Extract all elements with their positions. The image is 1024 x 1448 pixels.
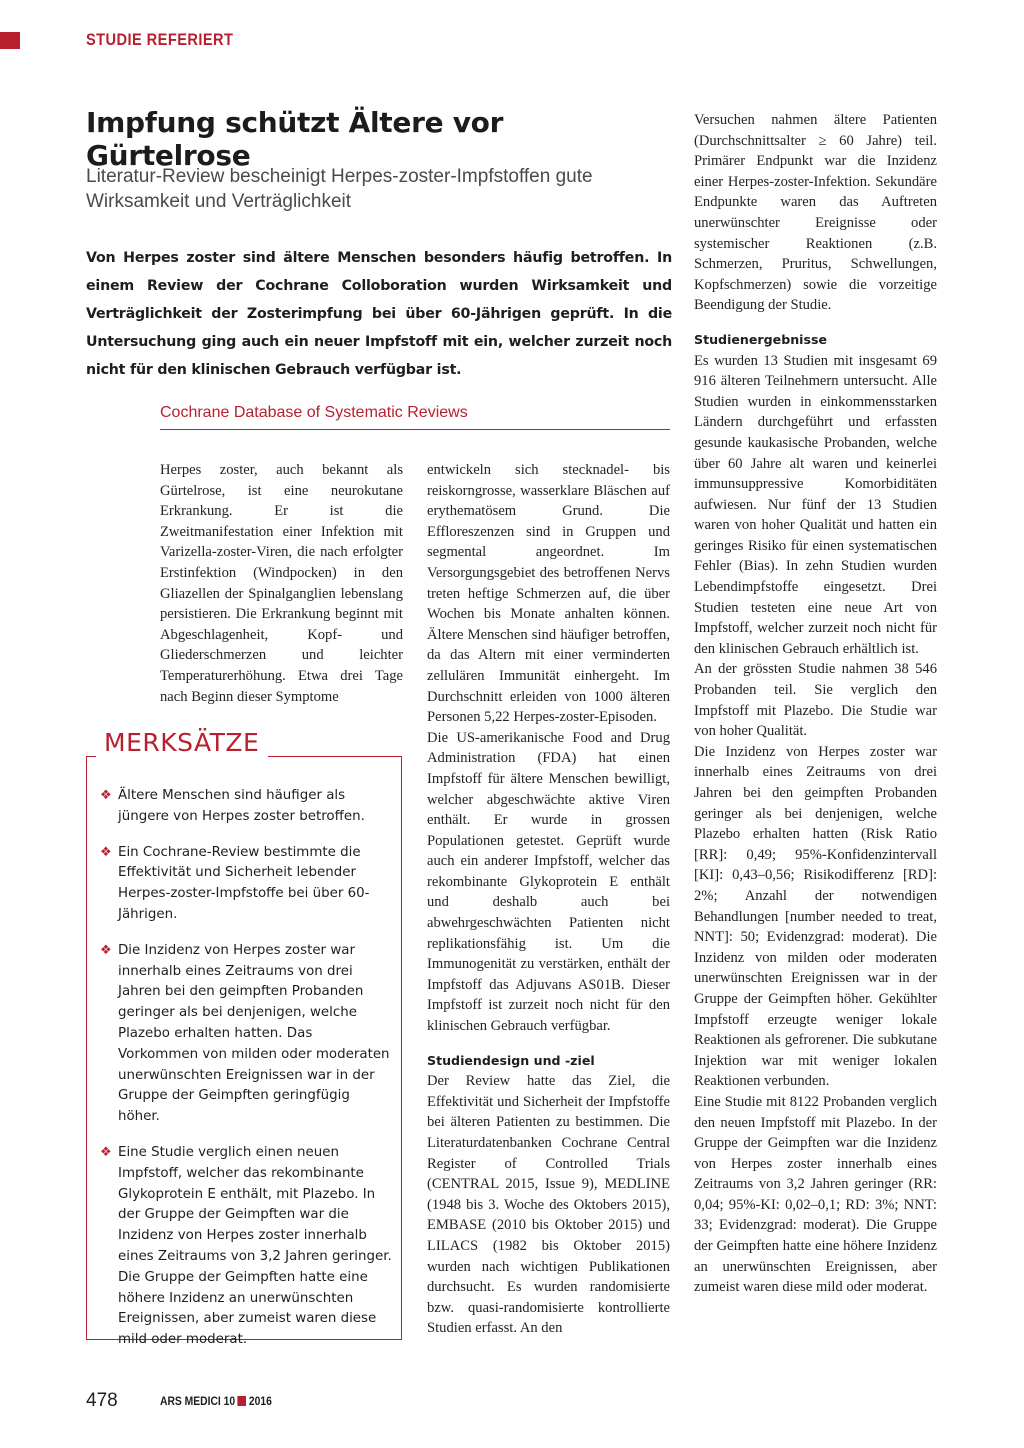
- merksatz-text: Ein Cochrane-Review bestimmte die Effektivität und Sicherheit lebender Herpes-zoster-Impfstoffe bei über 60-Jährigen.: [118, 844, 370, 922]
- diamond-bullet-icon: ❖: [100, 1144, 112, 1160]
- article-lead: Von Herpes zoster sind ältere Menschen besonders häufig betroffen. In einem Review der Cochrane Colloboration wurden Wirksamkeit und Verträglichkeit der Zosterimpfung bei über 60-Jährigen geprüft. In die Untersuchung ging auch ein neuer Impfstoff mit ein, welcher zurzeit noch nicht für den klinischen Gebrauch verfügbar ist.: [86, 250, 672, 378]
- merksatz-text: Eine Studie verglich einen neuen Impfstoff, welcher das rekombinante Glykoprotein E enthält, mit Plazebo. In der Gruppe der Geimpften war die Inzidenz von Herpes zoster innerhalb eines Zeitraums von 3,2 Jahren geringer. Die Gruppe der Geimpften hatte eine höhere Inzidenz an unerwünschten Ereignissen, aber zumeist waren diese mild oder moderat.: [118, 1144, 392, 1348]
- merksatz-item: [100, 941, 392, 1128]
- results-paragraph-3: Die Inzidenz von Herpes zoster war innerhalb eines Zeitraums von drei Jahren bei den geimpften Probanden geringer als bei denjenigen, welche Plazebo erhalten hatten (Risk Ratio [RR]: 0,49; 95%-Konfidenzintervall [KI]: 0,43–0,56; Risikodifferenz [RD]: 2%; Anzahl der notwendigen Behandlungen [number needed to treat, NNT]: 50; Evidenzgrad: moderat). Die Inzidenz von milden oder moderaten unerwünschten Ereignissen war in der Gruppe der Geimpften höher. Gekühlter Impfstoff erzeugte weniger lokale Reaktionen als gefrorener. Die subkutane Injektion war mit weniger lokalen Reaktionen verbunden.: [694, 743, 937, 1090]
- body-column-3: [694, 110, 937, 1298]
- endpoints-paragraph: Versuchen nahmen ältere Patienten (Durchschnittsalter ≥ 60 Jahre) teil. Primärer Endpunkt war die Inzidenz einer Herpes-zoster-Infektion. Sekundäre Endpunkte waren das Auftreten unerwünschter Ereignisse oder systemischer Reaktionen (z.B. Schmerzen, Pruritus, Schwellungen, Kopfschmerzen) sowie die vorzeitige Beendigung der Studie.: [694, 112, 937, 314]
- design-paragraph: Der Review hatte das Ziel, die Effektivität und Sicherheit der Impfstoffe bei älteren Patienten zu bestimmen. Die Literaturdatenbanken Cochrane Central Register of Controlled Trials (CENTRAL 2015, Issue 9), MEDLINE (1948 bis 3. Woche des Oktobers 2015), EMBASE (2010 bis Oktober 2015) und LILACS (1982 bis Oktober 2015) wurden nach wichtigen Publikationen durchsucht. Es wurden randomisierte bzw. quasi-randomisierte kontrollierte Studien erfasst. An den: [427, 1073, 670, 1337]
- diamond-bullet-icon: ❖: [100, 788, 112, 803]
- article-subtitle: Literatur-Review bescheinigt Herpes-zoster-Impfstoffen gute Wirksamkeit und Verträglichkeit: [86, 166, 593, 212]
- page-number: 478: [86, 1390, 118, 1411]
- journal-footer: [160, 1394, 272, 1408]
- journal-year: 2016: [248, 1394, 272, 1408]
- results-paragraph-2: An der grössten Studie nahmen 38 546 Probanden teil. Sie verglich den Impfstoff mit Plazebo. Die Studie war von hoher Qualität.: [694, 661, 937, 740]
- results-heading: Studienergebnisse: [694, 331, 828, 347]
- source-reference: Cochrane Database of Systematic Reviews: [160, 404, 670, 430]
- merksatz-item: [100, 786, 392, 828]
- merksaetze-box-top-border-left: [86, 756, 96, 757]
- design-heading: Studiendesign und -ziel: [427, 1052, 595, 1068]
- merksaetze-box-top-border-right: [268, 756, 402, 757]
- merksatz-text: Ältere Menschen sind häufiger als jüngere von Herpes zoster betroffen.: [118, 788, 365, 824]
- section-label: STUDIE REFERIERT: [86, 30, 234, 49]
- section-marker-square: [0, 32, 20, 49]
- symptoms-paragraph: entwickeln sich stecknadel- bis reiskorngrosse, wasserklare Bläschen auf erythematösem Grund. Die Effloreszenzen sind in Gruppen und segmental angeordnet. Im Versorgungsgebiet des betroffenen Nervs treten heftige Schmerzen auf, die über Wochen bis Monate anhalten können. Ältere Menschen sind häufiger betroffen, da das Altern mit einer verminderten zellulären Immunität einhergeht. Im Durchschnitt erleiden von 1000 älteren Personen 5,22 Herpes-zoster-Episoden.: [427, 462, 670, 726]
- intro-paragraph: Herpes zoster, auch bekannt als Gürtelrose, ist eine neurokutane Erkrankung. Er ist die Zweitmanifestation einer Infektion mit Varizella-zoster-Viren, die nach erfolgter Erstinfektion (Windpocken) in den Gliazellen der Spinalganglien lebenslang persistieren. Die Erkrankung beginnt mit Abgeschlagenheit, Kopf- und Gliederschmerzen und leichter Temperaturerhöhung. Etwa drei Tage nach Beginn dieser Symptome: [160, 462, 403, 705]
- merksaetze-title: MERKSÄTZE: [104, 728, 260, 757]
- vaccine-paragraph: Die US-amerikanische Food and Drug Administration (FDA) hat einen Impfstoff für ältere Menschen bewilligt, welcher abgeschwächte aktive Viren enthält. Er wurde in grossen Populationen getestet. Geprüft wurde auch ein anderer Impfstoff, welcher das rekombinante Glykoprotein E enthält und deshalb auch bei abwehrgeschwächten Patienten nicht replikationsfähig ist. Um die Immunogenität zu verstärken, enthält der Impfstoff das Adjuvans AS01B. Dieser Impfstoff ist zurzeit noch nicht für den klinischen Gebrauch verfügbar.: [427, 729, 670, 1035]
- results-paragraph-4: Eine Studie mit 8122 Probanden verglich den neuen Impfstoff mit Plazebo. In der Gruppe der Geimpften war die Inzidenz von Herpes zoster innerhalb eines Zeitraums von 3,2 Jahren geringer (RR: 0,04; 95%-KI: 0,02–0,1; RD: 3%; NNT: 33; Evidenzgrad: moderat). Die Gruppe der Geimpften hatte eine höhere Inzidenz an unerwünschten Ereignissen, aber zumeist waren diese mild oder moderat.: [694, 1093, 937, 1296]
- merksatz-item: [100, 843, 392, 926]
- diamond-bullet-icon: ❖: [100, 942, 112, 958]
- merksatz-item: [100, 1143, 392, 1351]
- footer-square-marker: [238, 1396, 247, 1406]
- article-title: Impfung schützt Ältere vor Gürtelrose: [86, 106, 504, 172]
- merksaetze-list: [100, 786, 392, 1366]
- results-paragraph-1: Es wurden 13 Studien mit insgesamt 69 916 älteren Teilnehmern untersucht. Alle Studien wurden in einkommensstarken Ländern durchgeführt und erfassten gesunde kaukasische Probanden, welche über 60 Jahre alt waren und keinerlei immunsuppressive Komorbiditäten aufwiesen. Nur fünf der 13 Studien waren von hoher Qualität und hatten ein geringes Risiko für einen systematischen Fehler (Bias). In zehn Studien wurden Lebendimpfstoffe eingesetzt. Drei Studien testeten eine neue Art von Impfstoff, welcher zurzeit noch nicht für den klinischen Gebrauch erhältlich ist.: [694, 352, 937, 657]
- merksatz-text: Die Inzidenz von Herpes zoster war innerhalb eines Zeitraums von drei Jahren bei den geimpften Probanden geringer als bei denjenigen, welche Plazebo erhalten hatten. Das Vorkommen von milden oder moderaten unerwünschten Ereignissen war in der Gruppe der Geimpften geringfügig höher.: [118, 942, 390, 1125]
- journal-name: ARS MEDICI 10: [160, 1394, 236, 1408]
- body-column-2: [427, 460, 670, 1339]
- diamond-bullet-icon: ❖: [100, 844, 112, 860]
- body-column-1: [160, 460, 403, 707]
